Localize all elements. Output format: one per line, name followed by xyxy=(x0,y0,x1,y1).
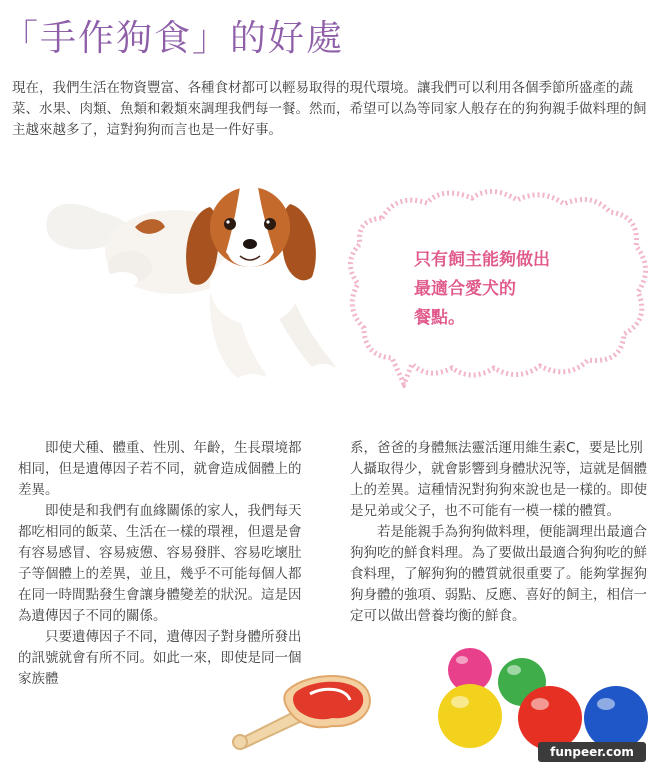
body-column-left xyxy=(18,438,308,690)
body-column-right xyxy=(350,438,654,627)
body-paragraph: 即使是和我們有血緣關係的家人，我們每天都吃相同的飯菜、生活在一樣的環裡，但還是會有容易感冒、容易疲憊、容易發胖、容易吃壞肚子等個體上的差異，並且，幾乎不可能每個人都在同一時間點發生會讓身體變差的狀況。這是因為遺傳因子不同的關係。 xyxy=(18,503,302,624)
watermark: funpeer.com xyxy=(538,742,646,762)
bubble-text xyxy=(414,246,614,333)
intro-paragraph: 現在，我們生活在物資豐富、各種食材都可以輕易取得的現代環境。讓我們可以利用各個季節所盛產的蔬菜、水果、肉類、魚類和穀類來調理我們每一餐。然而，希望可以為等同家人般存在的狗狗親手做料理的飼主越來越多了，這對狗狗而言也是一件好事。 xyxy=(12,80,647,138)
bubble-line-3: 餐點。 xyxy=(414,308,465,328)
dog-image xyxy=(40,172,340,407)
page-title: 「手作狗食」的好處 xyxy=(2,18,345,59)
body-paragraph: 即使犬種、體重、性別、年齡，生長環境都相同，但是遺傳因子若不同，就會造成個體上的差異。 xyxy=(18,440,302,498)
bubble-line-1: 只有飼主能夠做出 xyxy=(414,250,550,270)
bubble-line-2: 最適合愛犬的 xyxy=(414,279,516,299)
body-paragraph: 系，爸爸的身體無法靈活運用維生素C，要是比別人攝取得少，就會影響到身體狀況等，這就是個體上的差異。這種情況對狗狗來說也是一樣的。即使是兄弟或父子，也不可能有一模一樣的體質。 xyxy=(350,440,647,519)
body-paragraph: 只要遺傳因子不同，遺傳因子對身體所發出的訊號就會有所不同。如此一來，即使是同一個家族體 xyxy=(18,629,302,687)
steak-toy-image xyxy=(228,670,378,750)
body-paragraph: 若是能親手為狗狗做料理，便能調理出最適合狗狗吃的鮮食料理。為了要做出最適合狗狗吃的鮮食料理，了解狗狗的體質就很重要了。能夠掌握狗狗身體的強項、弱點、反應、喜好的飼主，相信一定可以做出營養均衡的鮮食。 xyxy=(350,524,647,624)
